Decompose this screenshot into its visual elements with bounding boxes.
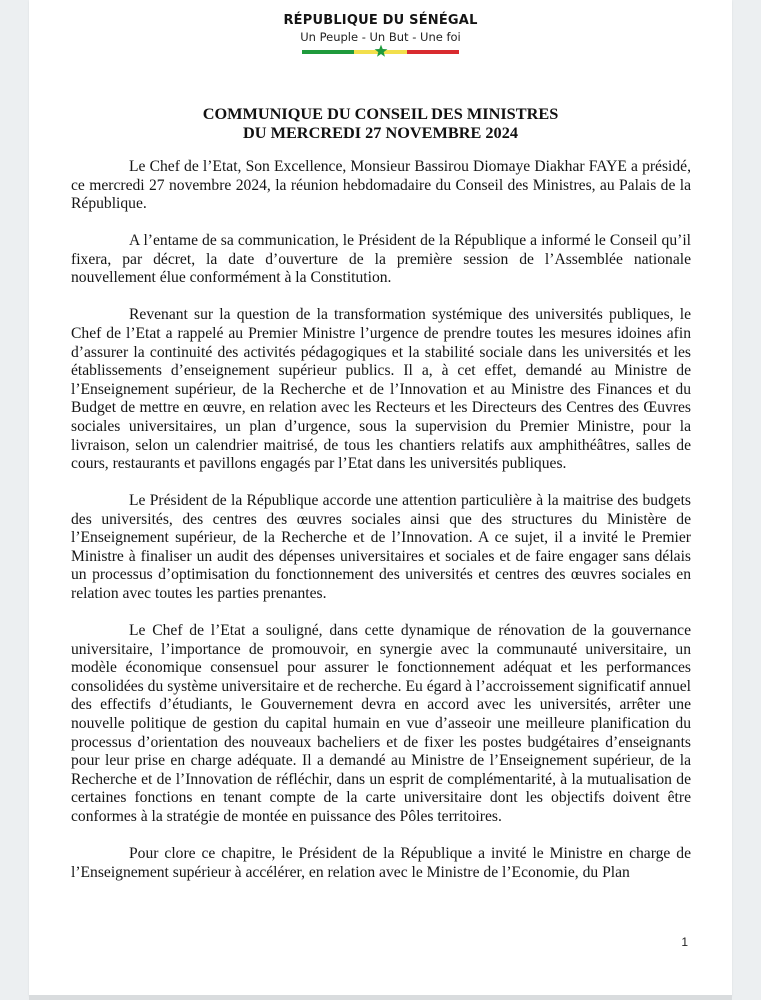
- page-number: 1: [681, 935, 688, 949]
- flag-stripe: [302, 50, 459, 54]
- paragraph-assembly-session: A l’entame de sa communication, le Président de la République a informé le Conseil qu’il fixera, par décret, la date d’ouverture de la première session de l’Assemblée nationale nouvellement élue conformément à la Constitution.: [71, 232, 691, 287]
- document-body: [71, 158, 691, 901]
- title-line-2: DU MERCREDI 27 NOVEMBRE 2024: [243, 123, 518, 142]
- paragraph-budget-control: Le Président de la République accorde une attention particulière à la maitrise des budgets des universités, des centres des œuvres sociales ainsi que des structures du Ministère de l’Enseignement supérieur, de la Recherche et de l’Innovation. A ce sujet, il a invité le Premier Ministre à finaliser un audit des dépenses universitaires et sociales et de faire engager sans délais un processus d’optimisation du fonctionnement des universités et centres des œuvres sociales en relation avec toutes les parties prenantes.: [71, 492, 691, 603]
- letterhead: [29, 13, 732, 54]
- flag-green-segment: [302, 50, 354, 54]
- document-page: [29, 0, 732, 995]
- national-motto: Un Peuple - Un But - Une foi: [300, 30, 461, 44]
- flag-red-segment: [407, 50, 459, 54]
- page-edge-shadow: [29, 995, 732, 1000]
- paragraph-opening: Le Chef de l’Etat, Son Excellence, Monsieur Bassirou Diomaye Diakhar FAYE a présidé, ce mercredi 27 novembre 2024, la réunion hebdomadaire du Conseil des Ministres, au Palais de la République.: [71, 158, 691, 213]
- paragraph-closing-chapter: Pour clore ce chapitre, le Président de la République a invité le Ministre en charge de l’Enseignement supérieur à accélérer, en relation avec le Ministre de l’Economie, du Plan: [71, 844, 691, 881]
- title-line-1: COMMUNIQUE DU CONSEIL DES MINISTRES: [202, 104, 559, 123]
- star-icon: [374, 44, 388, 58]
- paragraph-governance-renovation: Le Chef de l’Etat a souligné, dans cette dynamique de rénovation de la gouvernance universitaire, l’importance de promouvoir, en synergie avec la communauté universitaire, un modèle économique consensuel pour assurer le fonctionnement adéquat et les performances consolidées du système universitaire et de recherche. Eu égard à l’accroissement significatif annuel des effectifs d’étudiants, le Gouvernement devra en accord avec les universités, arrêter une nouvelle politique de gestion du capital humain en vue d’asseoir une meilleure planification du processus d’orientation des nouveaux bacheliers et de fixer les postes budgétaires d’enseignants pour leur prise en charge adéquate. Il a demandé au Ministre de l’Enseignement supérieur, de la Recherche et de l’Innovation de réfléchir, dans un esprit de complémentarité, à la mutualisation de certaines fonctions en tenant compte de la carte universitaire dont les objectifs doivent être conformes à la stratégie de montée en puissance des Pôles territoires.: [71, 622, 691, 825]
- paragraph-universities-transformation: Revenant sur la question de la transformation systémique des universités publiques, le Chef de l’Etat a rappelé au Premier Ministre l’urgence de prendre toutes les mesures idoines afin d’assurer la continuité des activités pédagogiques et la stabilité sociale dans les universités et les établissements d’enseignement supérieur publics. Il a, à cet effet, demandé au Ministre de l’Enseignement supérieur, de la Recherche et de l’Innovation et au Ministre des Finances et du Budget de mettre en œuvre, en relation avec les Recteurs et les Directeurs des Centres des Œuvres sociales universitaires, un plan d’urgence, sous la supervision du Premier Ministre, pour la livraison, selon un calendrier maitrisé, de tous les chantiers relatifs aux amphithéâtres, salles de cours, restaurants et pavillons engagés par l’Etat dans les universités publiques.: [71, 306, 691, 473]
- republic-name: RÉPUBLIQUE DU SÉNÉGAL: [283, 13, 478, 28]
- document-title: [29, 104, 732, 142]
